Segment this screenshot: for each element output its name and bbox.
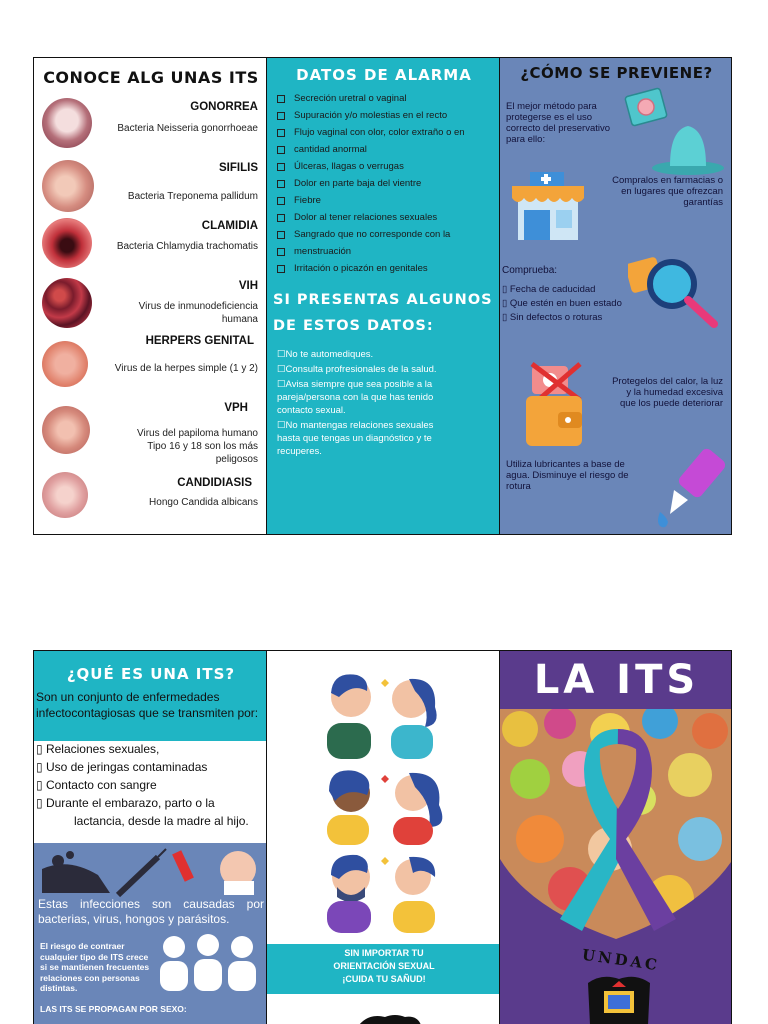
transmission-item: ▯ Durante el embarazo, parto o la xyxy=(36,796,215,810)
pharmacy-shop-icon xyxy=(506,168,590,244)
vih-photo xyxy=(42,278,92,328)
advice-item: ☐No mantengas relaciones sexuales hasta que tengas un diagnóstico y te recuperes. xyxy=(277,420,434,457)
undac-shield-icon xyxy=(582,973,656,1024)
alarm-item: Úlceras, llagas o verrugas xyxy=(277,158,497,175)
undac-logo-text: UNDAC xyxy=(580,945,662,975)
protect-text: Protegelos del calor, la luz y la humedad excesiva que los puede deteriorar xyxy=(612,376,723,409)
alarm-item: Supuración y/o molestias en el recto xyxy=(277,107,497,124)
candidiasis-photo xyxy=(42,472,88,518)
slogan-line-1: SIN IMPORTAR TU xyxy=(344,948,424,958)
cover-panel xyxy=(499,650,732,1024)
couple-illustration xyxy=(317,847,447,933)
alarm-item: Dolor en parte baja del vientre xyxy=(277,175,497,192)
infection-icons xyxy=(38,847,266,899)
vph-photo xyxy=(42,406,90,454)
its-name-vih: VIH xyxy=(238,280,258,292)
alarm-title: DATOS DE ALARMA xyxy=(296,66,472,84)
its-name-candidiasis: CANDIDIASIS xyxy=(177,477,252,489)
alarm-item: Flujo vaginal con olor, color extraño o en xyxy=(277,124,497,141)
its-desc-sifilis: Bacteria Treponema pallidum xyxy=(127,191,258,202)
alarm-item: Dolor al tener relaciones sexuales xyxy=(277,209,497,226)
slogan-line-2: ORIENTACIÓN SEXUAL xyxy=(333,961,435,971)
what-is-intro: Son un conjunto de enfermedades infectocontagiosas que se transmiten por: xyxy=(36,690,259,720)
advice-item: ☐Consulta profresionales de la salud. xyxy=(277,364,437,375)
check-item: ▯ Fecha de caducidad xyxy=(502,284,596,295)
its-name-sifilis: SIFILIS xyxy=(219,162,258,174)
gonorrea-photo xyxy=(42,98,92,148)
its-name-clamidia: CLAMIDIA xyxy=(201,220,258,232)
check-item: ▯ Que estén en buen estado xyxy=(502,298,622,309)
couple-illustration xyxy=(317,667,447,759)
advice-item: ☐No te automediques. xyxy=(277,349,374,360)
causes-text: Estas infecciones son causadas por bacterias, virus, hongos y parásitos. xyxy=(38,897,264,926)
lube-text: Utiliza lubricantes a base de agua. Disminuye el riesgo de rotura xyxy=(506,459,629,492)
spread-text: LAS ITS SE PROPAGAN POR SEXO: xyxy=(40,1004,187,1014)
alarm-item: Sangrado que no corresponde con la xyxy=(277,226,497,243)
its-desc-vih: Virus de inmunodeficiencia humana xyxy=(138,301,258,325)
advice-item: ☐Avisa siempre que sea posible a la pareja/persona con la que has tenido contacto sexual. xyxy=(277,379,434,416)
check-list xyxy=(502,284,622,323)
cover-title: LA ITS xyxy=(533,657,700,703)
its-desc-gonorrea: Bacteria Neisseria gonorrhoeae xyxy=(117,123,258,134)
transmission-item: ▯ Relaciones sexuales, xyxy=(36,742,160,756)
risk-text: El riesgo de contraer cualquier tipo de ITS crece si se mantienen frecuentes relaciones con personas distintas. xyxy=(40,941,150,993)
clamidia-photo xyxy=(42,218,92,268)
slogan-line-3: ¡CUIDA TU SAÑUD! xyxy=(342,974,426,984)
prevention-panel xyxy=(499,57,732,535)
its-name-gonorrea: GONORREA xyxy=(190,101,258,113)
partial-illustration xyxy=(355,1013,425,1024)
alarm-subtitle-1: SI PRESENTAS ALGUNOS xyxy=(273,292,493,308)
buy-text: Compralos en farmacias o en lugares que ofrezcan garantías xyxy=(612,175,723,208)
alarm-item: Secreción uretral o vaginal xyxy=(277,90,497,107)
condom-icon xyxy=(648,120,728,176)
transmission-item: ▯ Uso de jeringas contaminadas xyxy=(36,760,208,774)
transmission-item: lactancia, desde la madre al hijo. xyxy=(74,814,249,828)
its-name-herpes: HERPERS GENITAL xyxy=(145,335,254,347)
its-list-panel xyxy=(33,57,267,535)
alarm-item: cantidad anormal xyxy=(277,141,497,158)
alarm-subtitle-2: DE ESTOS DATOS: xyxy=(273,318,434,334)
people-icon xyxy=(152,933,264,991)
what-is-its-panel xyxy=(33,650,267,1024)
sifilis-photo xyxy=(42,160,94,212)
couples-panel xyxy=(266,650,500,1024)
check-title: Comprueba: xyxy=(502,265,558,276)
transmission-item: ▯ Contacto con sangre xyxy=(36,778,157,792)
alarm-item: menstruación xyxy=(277,243,497,260)
alarm-item: Irritación o picazón en genitales xyxy=(277,260,497,277)
its-list-title: CONOCE ALG UNAS ITS xyxy=(43,68,259,87)
alarm-item: Fiebre xyxy=(277,192,497,209)
prevention-intro: El mejor método para protegerse es el uso correcto del preservativo para ello: xyxy=(506,101,611,145)
magnifier-icon xyxy=(628,254,720,330)
its-desc-vph: Virus del papiloma humano Tipo 16 y 18 son los más peligosos xyxy=(136,428,258,465)
its-name-vph: VPH xyxy=(224,402,248,414)
transmission-list xyxy=(36,740,266,830)
advice-list xyxy=(277,348,437,458)
alarm-panel xyxy=(266,57,500,535)
what-is-title: ¿QUÉ ES UNA ITS? xyxy=(66,665,236,683)
couple-illustration xyxy=(317,765,453,845)
its-desc-candidiasis: Hongo Candida albicans xyxy=(149,497,258,508)
its-desc-herpes: Virus de la herpes simple (1 y 2) xyxy=(114,363,258,374)
alarm-list xyxy=(277,90,497,277)
crowd-photo xyxy=(500,709,732,939)
wallet-heat-icon xyxy=(522,360,590,450)
herpes-photo xyxy=(42,341,88,387)
lubricant-bottle-icon xyxy=(648,444,732,530)
prevention-title: ¿CÓMO SE PREVIENE? xyxy=(520,64,713,82)
check-item: ▯ Sin defectos o roturas xyxy=(502,312,603,323)
its-desc-clamidia: Bacteria Chlamydia trachomatis xyxy=(116,241,258,252)
